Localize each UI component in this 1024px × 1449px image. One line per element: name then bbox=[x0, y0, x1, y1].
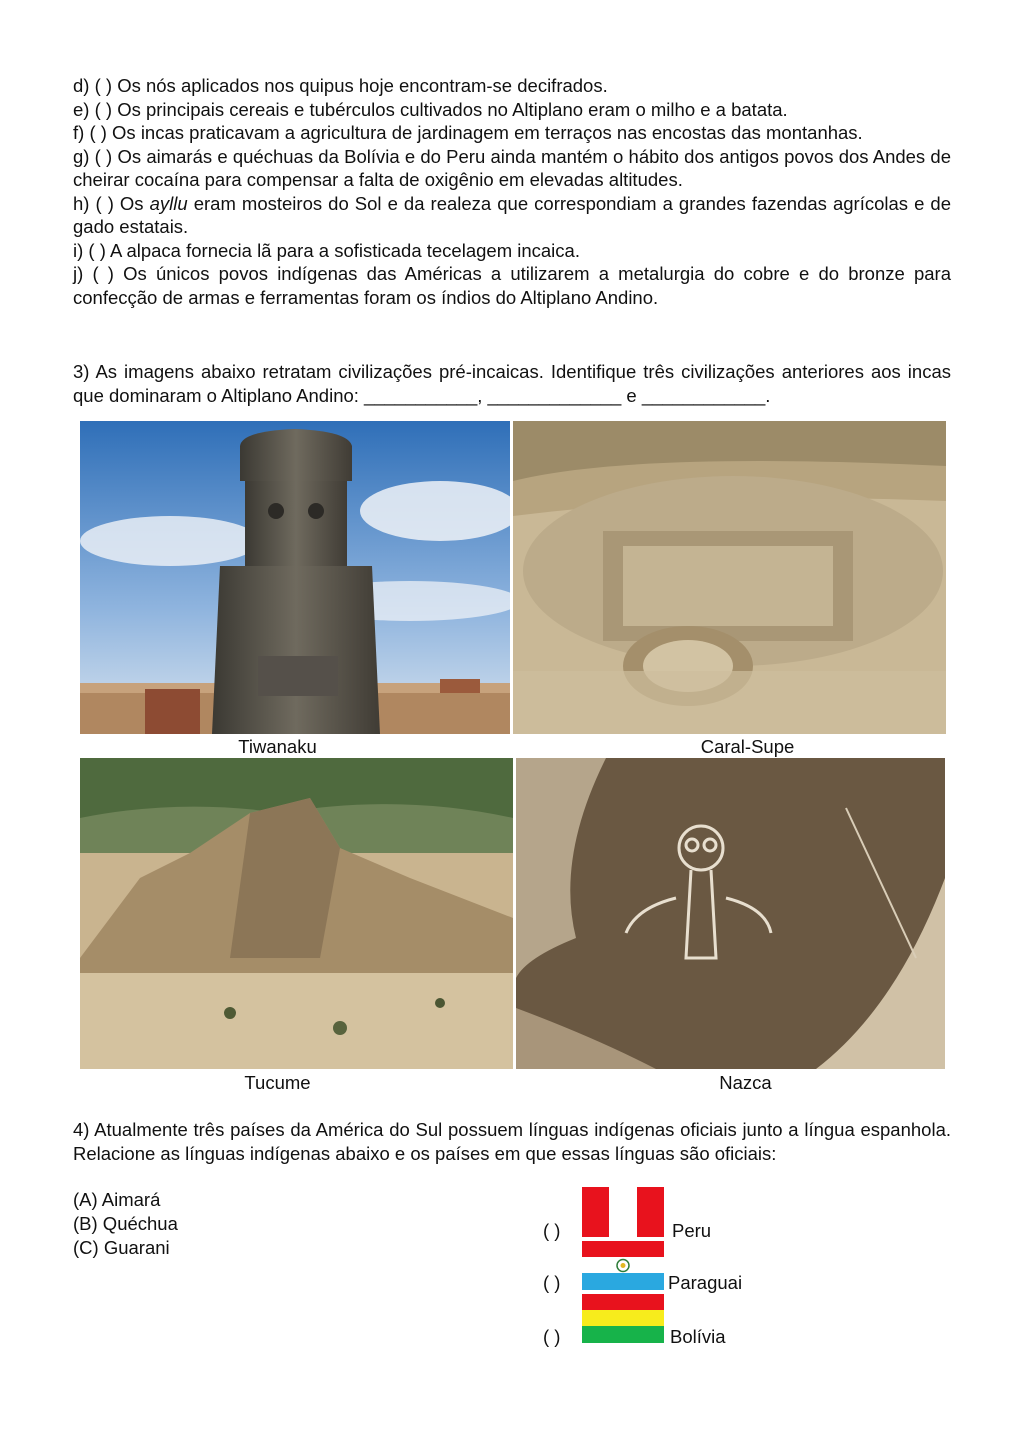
item-g: g) ( ) Os aimarás e quéchuas da Bolívia e do Peru ainda mantém o hábito dos antigos povos dos Andes de cheirar cocaína para compensar a falta de oxigênio em elevadas altitudes. bbox=[73, 145, 951, 190]
nazca-photo bbox=[516, 758, 945, 1069]
option-aimara: (A) Aimará bbox=[73, 1189, 161, 1210]
peru-flag-icon bbox=[582, 1187, 664, 1237]
question-3 bbox=[73, 360, 951, 407]
option-quechua: (B) Quéchua bbox=[73, 1213, 178, 1234]
tucume-photo bbox=[80, 758, 513, 1069]
caption-caral-supe: Caral-Supe bbox=[700, 736, 795, 757]
item-d: d) ( ) Os nós aplicados nos quipus hoje encontram-se decifrados. bbox=[73, 75, 608, 96]
item-j: j) ( ) Os únicos povos indígenas das Américas a utilizarem a metalurgia do cobre e do bronze para confecção de armas e ferramentas foram os índios do Altiplano Andino. bbox=[73, 263, 951, 308]
caption-tiwanaku: Tiwanaku bbox=[238, 736, 317, 757]
question-3-text: 3) As imagens abaixo retratam civilizações pré-incaicas. Identifique três civilizações anteriores aos incas que dominaram o Altiplano Andino: ___________, _____________ e ____________. bbox=[73, 361, 951, 406]
country-bolivia: Bolívia bbox=[670, 1326, 726, 1347]
answer-blank-peru[interactable]: ( ) bbox=[543, 1220, 561, 1241]
paraguay-flag-icon bbox=[582, 1241, 664, 1290]
item-f: f) ( ) Os incas praticavam a agricultura de jardinagem em terraços nas encostas das montanhas. bbox=[73, 122, 863, 143]
item-h: h) ( ) Os ayllu eram mosteiros do Sol e da realeza que correspondiam a grandes fazendas agrícolas e de gado estatais. bbox=[73, 192, 951, 237]
question-4-text: 4) Atualmente três países da América do Sul possuem línguas indígenas oficiais junto a língua espanhola. Relacione as línguas indígenas abaixo e os países em que essas línguas são oficiais: bbox=[73, 1119, 951, 1164]
question-2-items bbox=[73, 74, 951, 309]
item-i: i) ( ) A alpaca fornecia lã para a sofisticada tecelagem incaica. bbox=[73, 239, 580, 261]
answer-blank-bolivia[interactable]: ( ) bbox=[543, 1326, 561, 1347]
caption-tucume: Tucume bbox=[244, 1072, 311, 1093]
country-paraguay: Paraguai bbox=[668, 1272, 743, 1293]
tiwanaku-photo bbox=[80, 421, 510, 734]
caral-supe-photo bbox=[513, 421, 946, 734]
item-e: e) ( ) Os principais cereais e tubérculos cultivados no Altiplano eram o milho e a batata. bbox=[73, 98, 788, 120]
bolivia-flag-icon bbox=[582, 1294, 664, 1343]
question-4 bbox=[73, 1118, 951, 1165]
language-options bbox=[73, 1188, 178, 1260]
option-guarani: (C) Guarani bbox=[73, 1237, 170, 1258]
answer-blank-paraguay[interactable]: ( ) bbox=[543, 1272, 561, 1293]
caption-nazca: Nazca bbox=[719, 1072, 772, 1093]
country-peru: Peru bbox=[672, 1220, 712, 1241]
